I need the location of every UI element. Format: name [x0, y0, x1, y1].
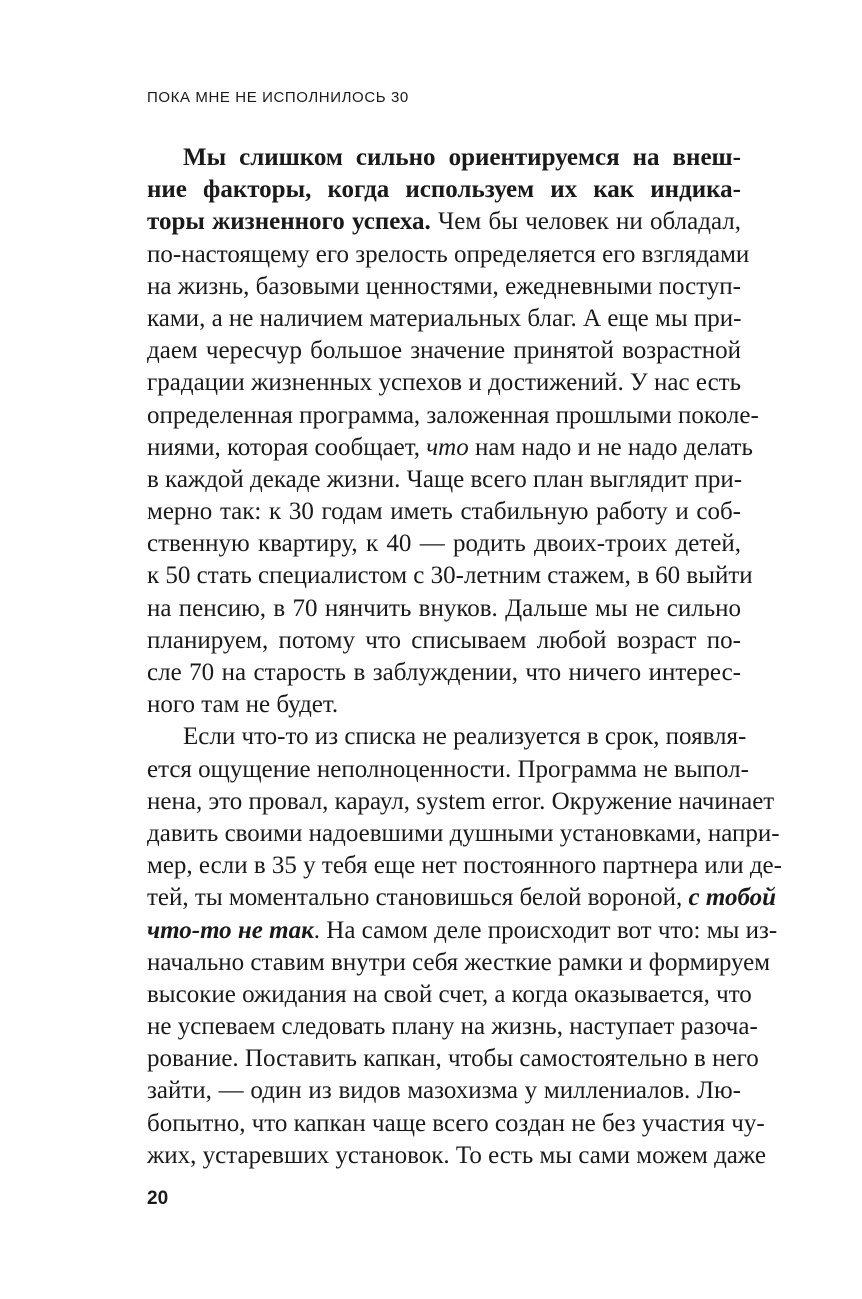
text-line: не успеваем следовать плану на жизнь, наступает разоча-	[147, 1013, 758, 1041]
paragraph-2	[147, 721, 782, 1172]
text-line: ниями, которая сообщает, что нам надо и не надо делать	[147, 433, 753, 461]
text-line: что-то не так. На самом деле происходит вот что: мы из-	[147, 916, 778, 944]
text-line: тей, ты моментально становишься белой вороной, с тобой	[147, 884, 777, 912]
text-line: ственную квартиру, к 40 — родить двоих-троих детей,	[147, 530, 741, 558]
bold-lead: ние факторы, когда используем их как индика-	[147, 176, 741, 204]
bold-italic-phrase: с тобой	[688, 884, 777, 912]
text-line: ется ощущение неполноценности. Программа не выпол-	[147, 755, 749, 783]
text-line: торы жизненного успеха. Чем бы человек ни обладал,	[147, 208, 741, 236]
text-line	[147, 174, 741, 206]
text-line: мер, если в 35 у тебя еще нет постоянного партнера или де-	[147, 852, 782, 880]
text-line: зайти, — один из видов мазохизма у миллениалов. Лю-	[147, 1077, 741, 1105]
text-line: мерно так: к 30 годам иметь стабильную работу и соб-	[147, 498, 741, 526]
text-line: рование. Поставить капкан, чтобы самостоятельно в него	[147, 1045, 759, 1073]
text-line: на жизнь, базовыми ценностями, ежедневными поступ-	[147, 272, 741, 300]
text-line: давить своими надоевшими душными установками, напри-	[147, 819, 780, 847]
text-line: планируем, потому что списываем любой возраст по-	[147, 626, 741, 654]
text-line: сле 70 на старость в заблуждении, что ничего интерес-	[147, 659, 741, 686]
text-line: даем чересчур большое значение принятой возрастной	[147, 337, 741, 365]
text-line: высокие ожидания на свой счет, а когда оказывается, что	[147, 980, 752, 1008]
text-line	[147, 142, 741, 174]
text-line: бопытно, что капкан чаще всего создан не без участия чу-	[147, 1109, 765, 1137]
text-line: Если что-то из списка не реализуется в срок, появля-	[183, 723, 747, 751]
text-line: в каждой декаде жизни. Чаще всего план выглядит при-	[147, 465, 743, 493]
text-line: градации жизненных успехов и достижений. У нас есть	[147, 369, 741, 397]
text-line: по-настоящему его зрелость определяется его взглядами	[147, 240, 750, 268]
text-line: жих, устаревших установок. То есть мы сами можем даже	[147, 1141, 766, 1169]
paragraph-1	[147, 142, 759, 721]
page-number: 20	[147, 1188, 169, 1209]
bold-lead: Мы слишком сильно ориентируемся на внеш-	[183, 144, 741, 171]
text-line: начально ставим внутри себя жесткие рамки и формируем	[147, 948, 771, 976]
body-text	[147, 142, 782, 1172]
bold-italic-phrase: что-то не так	[147, 916, 314, 944]
running-header: ПОКА МНЕ НЕ ИСПОЛНИЛОСЬ 30	[147, 89, 409, 106]
text-line: на пенсию, в 70 нянчить внуков. Дальше мы не сильно	[147, 594, 741, 622]
text-line: нена, это провал, караул, system error. Окружение начинает	[147, 787, 775, 815]
italic-word: что	[426, 433, 469, 461]
text-line: ного там не будет.	[147, 691, 339, 719]
text-line: к 50 стать специалистом с 30-летним стажем, в 60 выйти	[147, 562, 753, 590]
text-line: определенная программа, заложенная прошлыми поколе-	[147, 401, 759, 429]
bold-lead: торы жизненного успеха.	[147, 208, 431, 236]
text-line: ками, а не наличием материальных благ. А еще мы при-	[147, 304, 742, 332]
